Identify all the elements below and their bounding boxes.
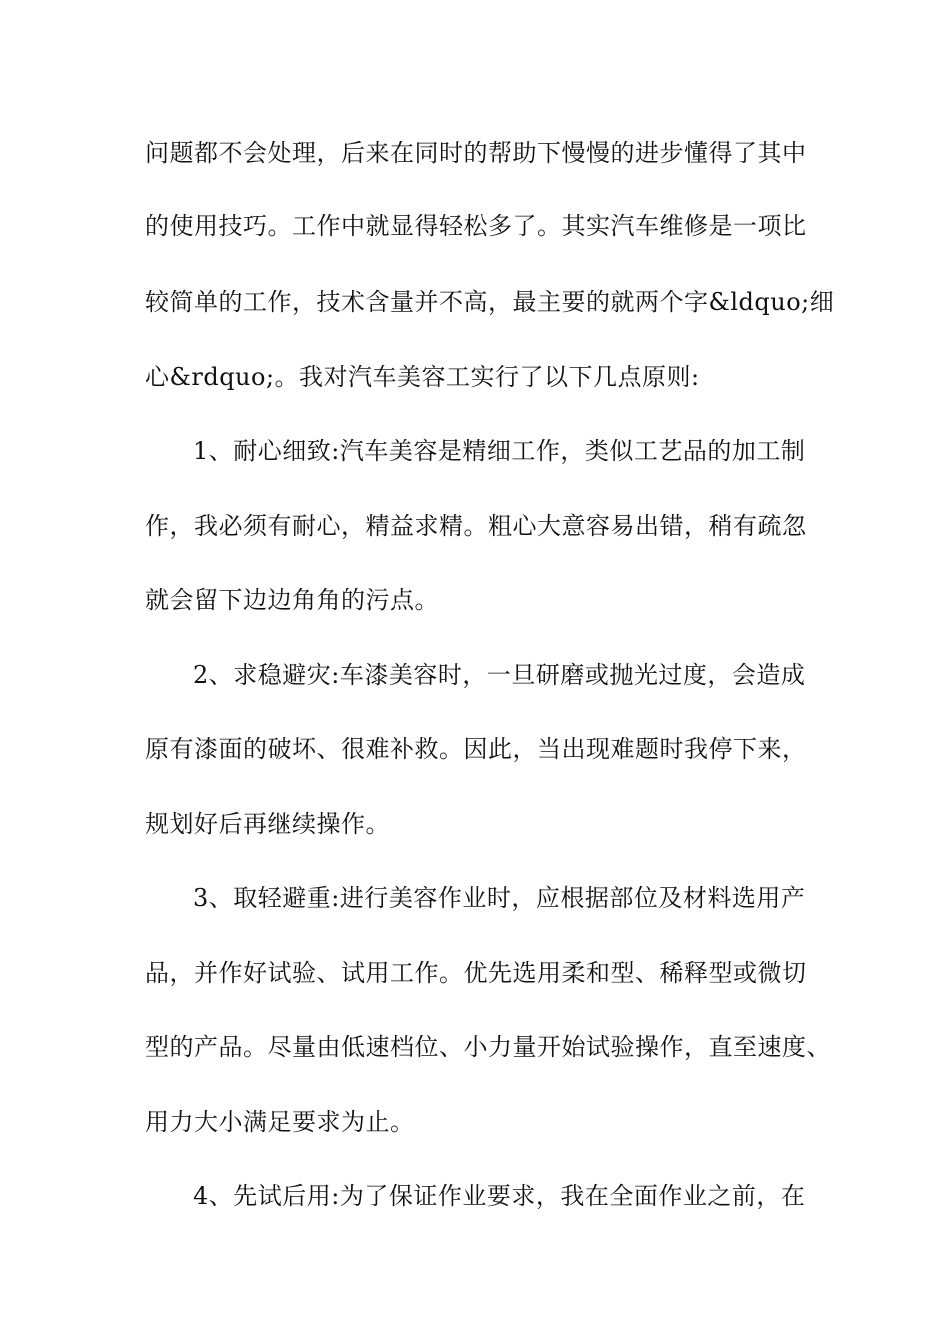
text-line: 的使用技巧。工作中就显得轻松多了。其实汽车维修是一项比 xyxy=(145,212,807,240)
text-line: 作，我必须有耐心，精益求精。粗心大意容易出错，稍有疏忽 xyxy=(145,512,807,540)
text-line: 原有漆面的破坏、很难补救。因此，当出现难题时我停下来， xyxy=(145,735,807,763)
list-item-3-line: 3、取轻避重:进行美容作业时，应根据部位及材料选用产 xyxy=(193,884,806,912)
list-item-4-line: 4、先试后用:为了保证作业要求，我在全面作业之前，在 xyxy=(193,1182,806,1210)
text-line: 规划好后再继续操作。 xyxy=(145,810,390,838)
text-line: 就会留下边边角角的污点。 xyxy=(145,586,439,614)
text-line: 型的产品。尽量由低速档位、小力量开始试验操作，直至速度、 xyxy=(145,1033,831,1061)
text-line: 用力大小满足要求为止。 xyxy=(145,1108,415,1136)
text-line: 较简单的工作，技术含量并不高，最主要的就两个字&ldquo;细 xyxy=(145,288,835,316)
text-line: 心&rdquo;。我对汽车美容工实行了以下几点原则: xyxy=(145,363,700,391)
list-item-1-line: 1、耐心细致:汽车美容是精细工作，类似工艺品的加工制 xyxy=(193,437,806,465)
text-line: 品，并作好试验、试用工作。优先选用柔和型、稀释型或微切 xyxy=(145,959,807,987)
list-item-2-line: 2、求稳避灾:车漆美容时，一旦研磨或抛光过度，会造成 xyxy=(193,661,806,689)
text-line: 问题都不会处理，后来在同时的帮助下慢慢的进步懂得了其中 xyxy=(145,139,807,167)
